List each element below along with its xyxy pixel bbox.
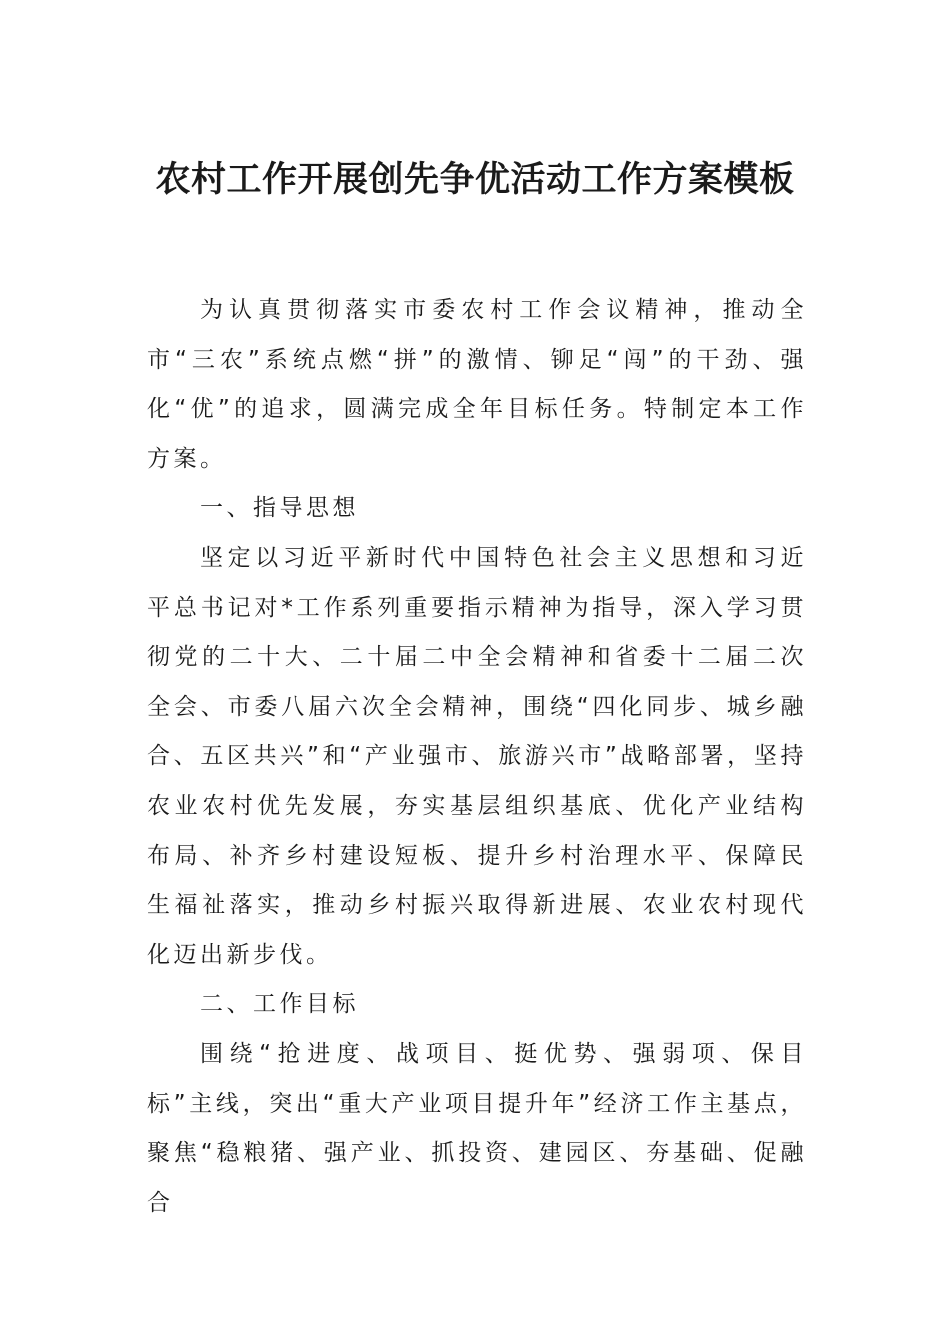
section-heading-guiding-ideology: 一、指导思想	[200, 495, 359, 522]
document-title: 农村工作开展创先争优活动工作方案模板	[155, 159, 795, 200]
section-heading-work-goals: 二、工作目标	[200, 991, 359, 1018]
intro-paragraph: 为认真贯彻落实市委农村工作会议精神，推动全市“三农”系统点燃“拼”的激情、铆足“闯”的干劲、强化“优”的追求，圆满完成全年目标任务。特制定本工作方案。	[147, 297, 807, 472]
work-goals-paragraph: 围绕“抢进度、战项目、挺优势、强弱项、保目标”主线，突出“重大产业项目提升年”经济工作主基点，聚焦“稳粮猪、强产业、抓投资、建园区、夯基础、促融合	[147, 1040, 807, 1216]
guiding-ideology-paragraph: 坚定以习近平新时代中国特色社会主义思想和习近平总书记对*工作系列重要指示精神为指导，深入学习贯彻党的二十大、二十届二中全会精神和省委十二届二次全会、市委八届六次全会精神，围绕“四化同步、城乡融合、五区共兴”和“产业强市、旅游兴市”战略部署，坚持农业农村优先发展，夯实基层组织基底、优化产业结构布局、补齐乡村建设短板、提升乡村治理水平、保障民生福祉落实，推动乡村振兴取得新进展、农业农村现代化迈出新步伐。	[147, 544, 807, 968]
document-body	[147, 286, 807, 1228]
